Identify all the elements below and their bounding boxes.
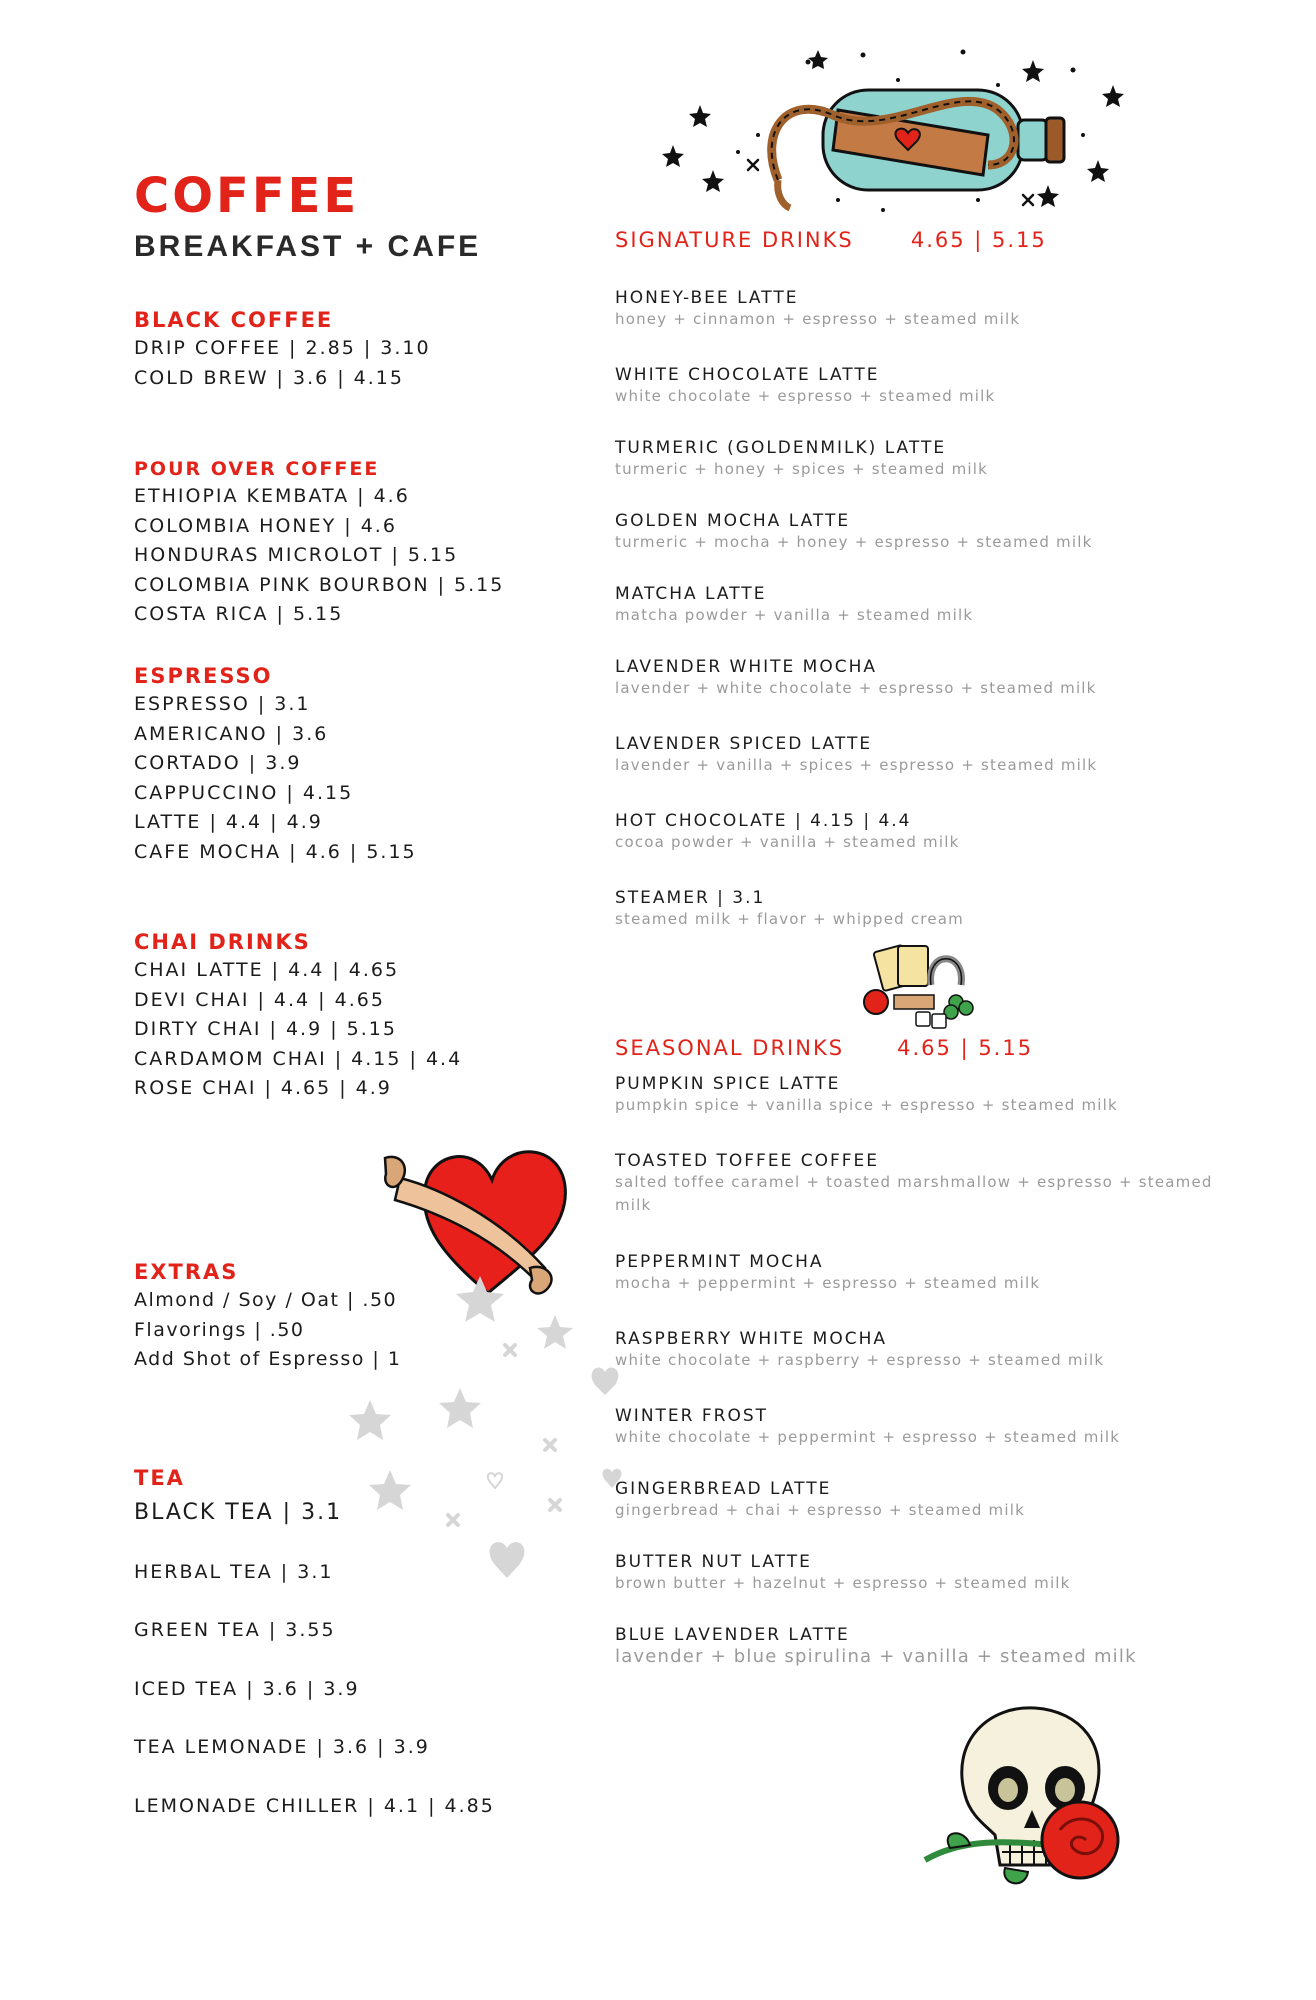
signature-drink	[615, 811, 1235, 854]
seasonal-drink	[615, 1151, 1225, 1217]
signature-drink	[615, 288, 1235, 331]
pour-over-list	[134, 482, 504, 630]
menu-item: ROSE CHAI | 4.65 | 4.9	[134, 1077, 392, 1099]
menu-item: HONDURAS MICROLOT | 5.15	[134, 544, 459, 566]
drink-name: PEPPERMINT MOCHA	[615, 1252, 824, 1272]
black-coffee-section	[134, 308, 431, 393]
drink-name: WINTER FROST	[615, 1406, 769, 1426]
seasonal-price: 4.65 | 5.15	[897, 1036, 1034, 1060]
signature-drink	[615, 888, 1235, 931]
seasonal-heading-row	[615, 1036, 1235, 1060]
tea-list	[134, 1484, 495, 1835]
menu-item: HERBAL TEA | 3.1	[134, 1560, 334, 1583]
menu-item: ESPRESSO | 3.1	[134, 693, 311, 715]
drink-name: STEAMER | 3.1	[615, 888, 766, 908]
drink-name: LAVENDER SPICED LATTE	[615, 734, 873, 754]
drink-name: LAVENDER WHITE MOCHA	[615, 657, 878, 677]
chai-list	[134, 956, 462, 1104]
drink-name: HOT CHOCOLATE | 4.15 | 4.4	[615, 811, 912, 831]
menu-item: COLD BREW | 3.6 | 4.15	[134, 366, 404, 389]
menu-item: LEMONADE CHILLER | 4.1 | 4.85	[134, 1794, 495, 1817]
menu-item: ETHIOPIA KEMBATA | 4.6	[134, 485, 410, 507]
drink-name: HONEY-BEE LATTE	[615, 288, 799, 308]
menu-item: LATTE | 4.4 | 4.9	[134, 811, 323, 833]
extras-heading: EXTRAS	[134, 1260, 239, 1284]
signature-heading-row	[615, 228, 1235, 252]
chai-heading: CHAI DRINKS	[134, 930, 311, 954]
drink-name: BLUE LAVENDER LATTE	[615, 1625, 850, 1645]
tea-heading: TEA	[134, 1466, 185, 1490]
menu-title: COFFEE	[134, 168, 360, 224]
drink-description: steamed milk + flavor + whipped cream	[615, 910, 964, 928]
drink-description: white chocolate + espresso + steamed milk	[615, 387, 996, 405]
bottle-illustration	[658, 40, 1128, 220]
skull-rose-illustration	[920, 1700, 1140, 1900]
drink-description: gingerbread + chai + espresso + steamed milk	[615, 1501, 1025, 1519]
menu-item: ICED TEA | 3.6 | 3.9	[134, 1677, 360, 1700]
menu-item: Add Shot of Espresso | 1	[134, 1348, 402, 1370]
black-coffee-heading: BLACK COFFEE	[134, 308, 334, 332]
espresso-list	[134, 690, 417, 867]
drink-description: lavender + blue spirulina + vanilla + steamed milk	[615, 1646, 1137, 1667]
menu-item: DEVI CHAI | 4.4 | 4.65	[134, 988, 385, 1011]
seasonal-drink	[615, 1074, 1235, 1117]
drink-description: white chocolate + raspberry + espresso + steamed milk	[615, 1351, 1105, 1369]
signature-drink	[615, 734, 1235, 777]
menu-item: DIRTY CHAI | 4.9 | 5.15	[134, 1018, 397, 1040]
drink-description: salted toffee caramel + toasted marshmallow + espresso + steamed milk	[615, 1173, 1213, 1214]
drink-description: white chocolate + peppermint + espresso + steamed milk	[615, 1428, 1121, 1446]
signature-drink	[615, 584, 1235, 627]
drink-name: GINGERBREAD LATTE	[615, 1479, 832, 1499]
menu-item: GREEN TEA | 3.55	[134, 1619, 336, 1641]
drink-description: turmeric + honey + spices + steamed milk	[615, 460, 988, 478]
drink-description: brown butter + hazelnut + espresso + steamed milk	[615, 1574, 1071, 1592]
signature-price: 4.65 | 5.15	[910, 228, 1047, 252]
menu-item: CHAI LATTE | 4.4 | 4.65	[134, 959, 400, 981]
drink-description: matcha powder + vanilla + steamed milk	[615, 606, 974, 624]
menu-item: CORTADO | 3.9	[134, 752, 302, 774]
espresso-heading: ESPRESSO	[134, 664, 273, 688]
drink-description: mocha + peppermint + espresso + steamed milk	[615, 1274, 1041, 1292]
menu-item: DRIP COFFEE | 2.85 | 3.10	[134, 337, 431, 359]
menu-item: COLOMBIA HONEY | 4.6	[134, 514, 397, 537]
tea-section	[134, 1466, 495, 1835]
menu-item: COSTA RICA | 5.15	[134, 603, 344, 625]
menu-item: CARDAMOM CHAI | 4.15 | 4.4	[134, 1047, 463, 1070]
signature-drink	[615, 438, 1235, 481]
signature-heading: SIGNATURE DRINKS	[615, 228, 854, 252]
menu-item: CAFE MOCHA | 4.6 | 5.15	[134, 840, 417, 863]
seasonal-drink	[615, 1406, 1235, 1449]
menu-item: Almond / Soy / Oat | .50	[134, 1289, 398, 1311]
drink-description: honey + cinnamon + espresso + steamed milk	[615, 310, 1021, 328]
signature-drink	[615, 365, 1235, 408]
drink-description: turmeric + mocha + honey + espresso + steamed milk	[615, 533, 1093, 551]
seasonal-drink	[615, 1479, 1235, 1522]
drink-name: PUMPKIN SPICE LATTE	[615, 1074, 841, 1094]
menu-item: BLACK TEA | 3.1	[134, 1500, 343, 1525]
seasonal-drink	[615, 1329, 1235, 1372]
seasonal-drink	[615, 1552, 1235, 1595]
drink-name: TURMERIC (GOLDENMILK) LATTE	[615, 438, 947, 458]
drink-name: RASPBERRY WHITE MOCHA	[615, 1329, 887, 1349]
drink-description: pumpkin spice + vanilla spice + espresso + steamed milk	[615, 1096, 1118, 1114]
seasonal-drink	[615, 1625, 1235, 1668]
menu-item: CAPPUCCINO | 4.15	[134, 781, 354, 804]
menu-item: Flavorings | .50	[134, 1318, 305, 1341]
menu-subtitle: BREAKFAST + CAFE	[134, 230, 482, 263]
drink-description: cocoa powder + vanilla + steamed milk	[615, 833, 960, 851]
drink-name: MATCHA LATTE	[615, 584, 767, 604]
drink-description: lavender + vanilla + spices + espresso + steamed milk	[615, 756, 1098, 774]
seasonal-drink	[615, 1252, 1235, 1295]
pour-over-section	[134, 458, 504, 630]
signature-drink	[615, 511, 1235, 554]
pour-over-heading: POUR OVER COFFEE	[134, 458, 380, 480]
menu-item: COLOMBIA PINK BOURBON | 5.15	[134, 573, 505, 596]
drink-name: GOLDEN MOCHA LATTE	[615, 511, 851, 531]
drink-description: lavender + white chocolate + espresso + steamed milk	[615, 679, 1097, 697]
menu-item: AMERICANO | 3.6	[134, 722, 329, 745]
drink-name: TOASTED TOFFEE COFFEE	[615, 1151, 880, 1171]
signature-drink	[615, 657, 1235, 700]
drink-name: WHITE CHOCOLATE LATTE	[615, 365, 880, 385]
drink-name: BUTTER NUT LATTE	[615, 1552, 812, 1572]
menu-item: TEA LEMONADE | 3.6 | 3.9	[134, 1736, 430, 1758]
black-coffee-list	[134, 334, 431, 393]
espresso-section	[134, 664, 417, 867]
chai-section	[134, 930, 462, 1104]
cards-horseshoe-illustration	[856, 940, 980, 1032]
seasonal-heading: SEASONAL DRINKS	[615, 1036, 845, 1060]
